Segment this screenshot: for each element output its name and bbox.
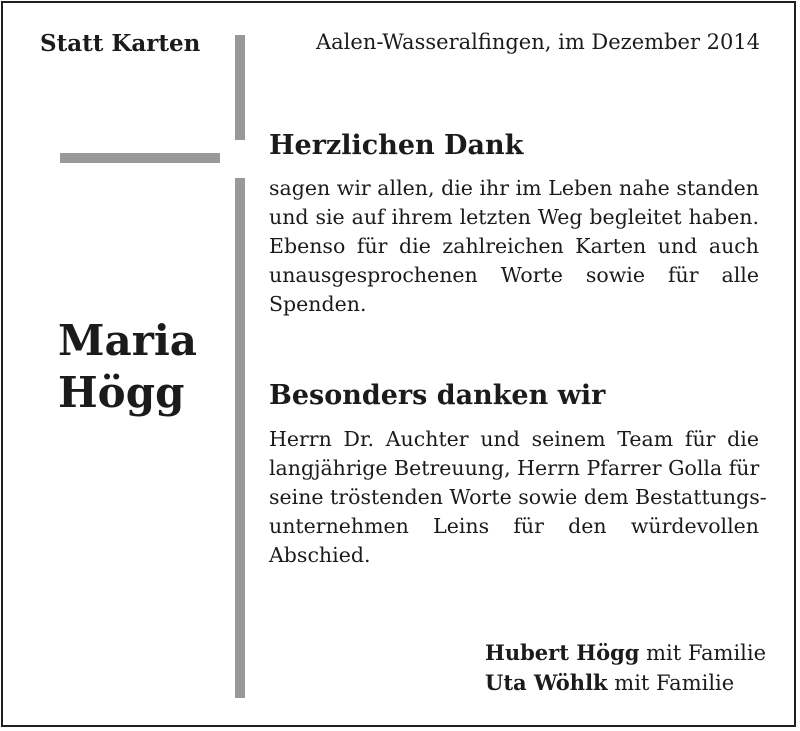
paragraph-line: und sie auf ihrem letzten Weg begleitet haben.: [269, 205, 759, 229]
header-statt-karten: Statt Karten: [40, 30, 201, 57]
paragraph-line: Herrn Dr. Auchter und seinem Team für die: [269, 427, 759, 451]
paragraph-line: sagen wir allen, die ihr im Leben nahe standen: [269, 176, 759, 200]
deceased-name: [58, 315, 197, 419]
paragraph-line: Abschied.: [269, 543, 371, 567]
cross-vertical-bottom: [235, 178, 245, 698]
paragraph-line: Spenden.: [269, 292, 367, 316]
paragraph-line: seine tröstenden Worte sowie dem Bestattungs-: [269, 485, 767, 509]
cross-vertical-top: [235, 35, 245, 140]
paragraph-line: langjährige Betreuung, Herrn Pfarrer Golla für: [269, 456, 760, 480]
deceased-first-name: Maria: [58, 316, 198, 365]
heading-special-thanks: Besonders danken wir: [269, 380, 606, 411]
signature-name: Hubert Högg: [485, 640, 640, 665]
signature-1: [485, 640, 766, 665]
signature-2: [485, 670, 734, 695]
cross-horizontal: [60, 153, 220, 163]
heading-thanks: Herzlichen Dank: [269, 130, 524, 161]
paragraph-thanks: [269, 174, 759, 319]
deceased-last-name: Högg: [58, 368, 185, 417]
paragraph-line: unternehmen Leins für den würdevollen: [269, 514, 759, 538]
signature-suffix: mit Familie: [639, 641, 767, 665]
header-place-date: Aalen-Wasseralfingen, im Dezember 2014: [316, 30, 761, 54]
paragraph-line: Ebenso für die zahlreichen Karten und auch: [269, 234, 759, 258]
signature-suffix: mit Familie: [607, 671, 735, 695]
signature-name: Uta Wöhlk: [485, 670, 608, 695]
paragraph-special-thanks: [269, 425, 767, 570]
paragraph-line: unausgesprochenen Worte sowie für alle: [269, 263, 759, 287]
